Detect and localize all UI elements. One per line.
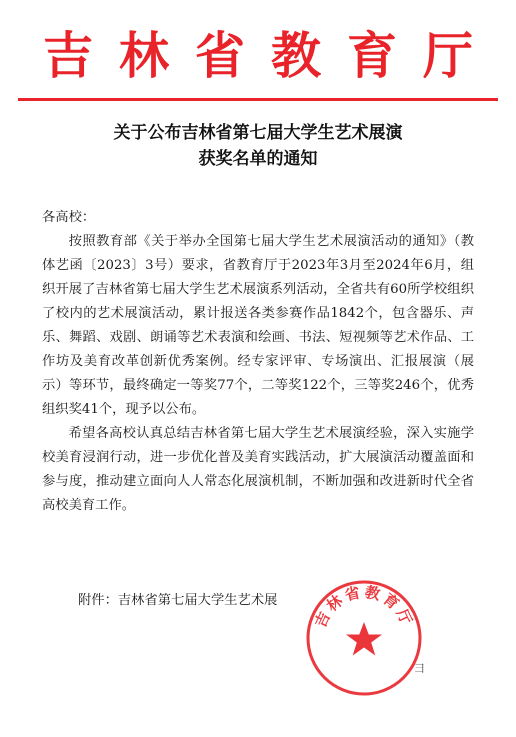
attachment-line: 附件：吉林省第七届大学生艺术展 <box>78 593 278 608</box>
issuer-masthead: 吉林省教育厅 <box>43 26 499 85</box>
title-line-2: 获奖名单的通知 <box>198 149 318 169</box>
seal-star-icon <box>346 622 382 656</box>
paragraph-1: 按照教育部《关于举办全国第七届大学生艺术展演活动的通知》（教体艺函〔2023〕3号）要求，省教育厅于2023年3月至2024年6月，组织开展了吉林省第七届大学生艺术展演系列活动，全省共有60所学校组织了校内的艺术展演活动，累计报送各类参赛作品1842个，包含器乐、声乐、舞蹈、戏剧、朗诵等艺术表演和绘画、书法、短视频等艺术作品、工作坊及美育改革创新优秀案例。经专家评审、专场演出、汇报展演（展示）等环节，最终确定一等奖77个，二等奖122个，三等奖246个，优秀组织奖41个，现予以公布。 <box>42 234 474 417</box>
seal-text: 吉林省教育厅 <box>311 582 417 631</box>
title-line-1: 关于公布吉林省第七届大学生艺术展演 <box>113 123 403 143</box>
paragraph-2: 希望各高校认真总结吉林省第七届大学生艺术展演经验，深入实施学校美育浸润行动，进一步优化普及美育实践活动，扩大展演活动覆盖面和参与度，推动建立面向人人常态化展演机制，不断加强和改进新时代全省高校美育工作。 <box>42 426 474 513</box>
official-seal-stamp <box>304 578 424 698</box>
tail-mark: 彐 <box>414 662 425 675</box>
red-divider-line <box>18 98 498 101</box>
salutation: 各高校： <box>42 210 96 225</box>
document-body <box>42 206 474 518</box>
document-title <box>0 120 516 172</box>
